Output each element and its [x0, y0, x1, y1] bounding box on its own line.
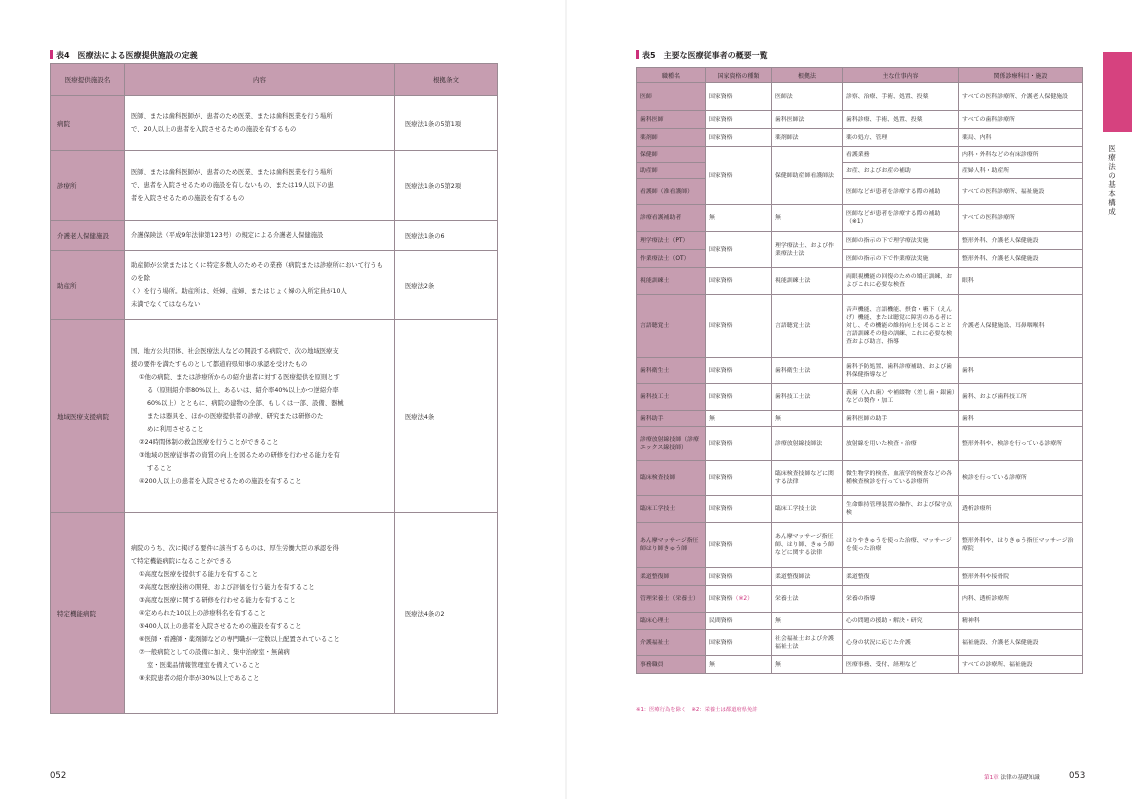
- main-work: 音声機能、言語機能、摂食・嚥下（えんげ）機能、または聴覚に障害のある者に対し、その機能の維持向上を図ることと言語訓練その他の訓練、これに必要な検査および助言、指導: [843, 295, 959, 358]
- right-page: [566, 0, 1132, 799]
- job-name: 臨床心理士: [637, 613, 706, 630]
- table-footnote: ※1：医療行為を除く ※2：栄養士は都道府県免許: [636, 707, 758, 713]
- qualification: 無: [706, 205, 772, 232]
- content-line: で、患者を入院させるための施設を有しないもの、または19人以下の患: [131, 182, 334, 189]
- department: すべての歯科診療所: [959, 111, 1083, 129]
- table-4: [50, 63, 498, 714]
- requirement-item: ⑧来院患者の紹介率が30%以上であること: [139, 674, 260, 682]
- requirement-item: めに利用させること: [147, 425, 204, 433]
- table-row: [51, 320, 498, 513]
- table-4-title: 表4 医療法による医療提供施設の定義: [50, 50, 198, 61]
- department: 検診を行っている診療所: [959, 461, 1083, 496]
- table-header-row: [51, 64, 498, 96]
- main-work: お産、およびお産の補助: [843, 163, 959, 179]
- law: 無: [772, 205, 843, 232]
- requirement-item: ③高度な医療に関する研修を行わせる能力を有すること: [139, 596, 296, 604]
- page-number-left: 052: [50, 771, 67, 781]
- content-line: 医師、または歯科医師が、患者のため医業、または歯科医業を行う場所: [131, 113, 333, 120]
- requirement-item: ⑥医師・看護師・薬剤師などの専門職が一定数以上配置されていること: [139, 635, 340, 643]
- qualification: 国家資格: [706, 568, 772, 586]
- law: 臨床検査技師などに関する法律: [772, 461, 843, 496]
- table-row: [637, 129, 1083, 147]
- job-name: 診療看護補助者: [637, 205, 706, 232]
- table-5: [636, 67, 1083, 674]
- requirement-item: ⑦一般病院としての設備に加え、集中治療室・無菌病: [139, 648, 290, 656]
- department: 整形外科や、はりきゅう指圧マッサージ治療院: [959, 523, 1083, 568]
- chapter-title: 法律の基礎知識: [1000, 775, 1040, 781]
- table-row: [637, 586, 1083, 613]
- column-header: 医療提供施設名: [51, 64, 125, 96]
- main-work: 栄養の指導: [843, 586, 959, 613]
- main-work: 義歯（入れ歯）や補綴物（差し歯・銀歯）などの製作・加工: [843, 384, 959, 411]
- qualification: 国家資格: [706, 268, 772, 295]
- qualification: 国家資格: [706, 523, 772, 568]
- content-line: 未満でなくてはならない: [131, 301, 201, 308]
- requirement-item: 室・医薬品情報管理室を備えていること: [147, 661, 261, 669]
- requirement-item: ①高度な医療を提供する能力を有すること: [139, 570, 258, 578]
- law: 診療放射線技師法: [772, 427, 843, 461]
- content-line: 者を入院させるための施設を有するもの: [131, 195, 245, 202]
- chapter-label: 第1章: [984, 775, 999, 781]
- table-row: [637, 179, 1083, 205]
- table-row: [51, 251, 498, 320]
- main-work: 歯科医師の助手: [843, 411, 959, 427]
- department: 整形外科や接骨院: [959, 568, 1083, 586]
- law: 歯科技工士法: [772, 384, 843, 411]
- qualification-text: 国家資格: [709, 596, 733, 602]
- qualification: 国家資格: [706, 496, 772, 523]
- job-name: 管理栄養士（栄養士）: [637, 586, 706, 613]
- table-row: [637, 295, 1083, 358]
- content-line: 助産師が公衆またはとくに特定多数人のためその業務（病院または診療所において行うものを除: [131, 262, 383, 282]
- facility-name: 助産所: [51, 251, 125, 320]
- qualification: 国家資格: [706, 147, 772, 205]
- job-name: 事務職員: [637, 656, 706, 674]
- main-work: 微生物学的検査、血液学的検査などの各種検査検診を行っている診療所: [843, 461, 959, 496]
- job-name: 看護師（准看護師）: [637, 179, 706, 205]
- table-row: [637, 232, 1083, 250]
- facility-content: [125, 151, 395, 221]
- facility-name: 診療所: [51, 151, 125, 221]
- table-row: [637, 630, 1083, 656]
- legal-basis: 医療法1条の5第2項: [395, 151, 498, 221]
- qualification: 無: [706, 656, 772, 674]
- department: 介護老人保健施設、耳鼻咽喉科: [959, 295, 1083, 358]
- qualification: 無: [706, 411, 772, 427]
- job-name: 診療放射線技師（診療エックス線技師）: [637, 427, 706, 461]
- job-name: 臨床工学技士: [637, 496, 706, 523]
- requirement-item: ④定められた10以上の診療科名を有すること: [139, 609, 267, 617]
- table-row: [637, 205, 1083, 232]
- law: 保健師助産師看護師法: [772, 147, 843, 205]
- table-row: [51, 151, 498, 221]
- facility-content: [125, 251, 395, 320]
- department: 整形外科、介護老人保健施設: [959, 250, 1083, 268]
- department: 内科、透析診療所: [959, 586, 1083, 613]
- table-row: [637, 427, 1083, 461]
- qualification: 国家資格: [706, 384, 772, 411]
- column-header: 職種名: [637, 68, 706, 83]
- table-row: [51, 96, 498, 151]
- table-row: [637, 384, 1083, 411]
- department: 歯科: [959, 358, 1083, 384]
- content-line: 援の要件を満たすものとして都道府県知事の承認を受けたもの: [131, 360, 308, 368]
- job-name: 柔道整復師: [637, 568, 706, 586]
- job-name: 理学療法士（PT）: [637, 232, 706, 250]
- qualification: 国家資格: [706, 630, 772, 656]
- law: 臨床工学技士法: [772, 496, 843, 523]
- table-row: [637, 656, 1083, 674]
- content-line: で、20人以上の患者を入院させるための施設を有するもの: [131, 126, 297, 133]
- qualification: 国家資格: [706, 295, 772, 358]
- table-row: [637, 147, 1083, 163]
- requirement-item: すること: [147, 464, 173, 472]
- facility-name: 病院: [51, 96, 125, 151]
- facility-name: 介護老人保健施設: [51, 221, 125, 251]
- job-name: 歯科衛生士: [637, 358, 706, 384]
- law: 無: [772, 411, 843, 427]
- qualification: 国家資格: [706, 83, 772, 111]
- main-work: 柔道整復: [843, 568, 959, 586]
- legal-basis: 医療法4条の2: [395, 513, 498, 714]
- table-row: [637, 568, 1083, 586]
- column-header: 根拠法: [772, 68, 843, 83]
- facility-content: [125, 320, 395, 513]
- main-work: 医師の指示の下で作業療法実施: [843, 250, 959, 268]
- department: 精神科: [959, 613, 1083, 630]
- legal-basis: 医療法1条の6: [395, 221, 498, 251]
- content-line: く）を行う場所。助産所は、妊婦、産婦、またはじょく婦の入所定員が10人: [131, 288, 347, 295]
- chapter-footer: [984, 773, 1040, 781]
- department: すべての医科診療所: [959, 205, 1083, 232]
- facility-content: [125, 96, 395, 151]
- law: 薬剤師法: [772, 129, 843, 147]
- law: 歯科衛生士法: [772, 358, 843, 384]
- department: 薬局、内科: [959, 129, 1083, 147]
- chapter-side-tab: [1103, 52, 1132, 132]
- main-work: 薬の処方、管理: [843, 129, 959, 147]
- requirement-item: ③地域の医療従事者の資質の向上を図るための研修を行わせる能力を有: [139, 451, 340, 459]
- job-name: 介護福祉士: [637, 630, 706, 656]
- job-name: 薬剤師: [637, 129, 706, 147]
- department: 透析診療所: [959, 496, 1083, 523]
- department: すべての医科診療所、福祉施設: [959, 179, 1083, 205]
- law: 医師法: [772, 83, 843, 111]
- law: 歯科医師法: [772, 111, 843, 129]
- department: 眼科: [959, 268, 1083, 295]
- requirement-item: る（原則紹介率80%以上、あるいは、紹介率40%以上かつ逆紹介率: [147, 386, 339, 394]
- main-work: 診察、治療、手術、処置、投薬: [843, 83, 959, 111]
- job-name: 助産師: [637, 163, 706, 179]
- main-work: 生命維持管理装置の操作、および保守点検: [843, 496, 959, 523]
- table-header-row: [637, 68, 1083, 83]
- main-work: 医師の指示の下で理学療法実施: [843, 232, 959, 250]
- main-work: 心の問題の援助・解決・研究: [843, 613, 959, 630]
- requirement-item: 60%以上）とともに、病院の建物の全部、もしくは一部、設備、器械: [147, 399, 344, 407]
- main-work: 両眼視機能の回復のための矯正訓練、およびこれに必要な検査: [843, 268, 959, 295]
- job-name: 歯科技工士: [637, 384, 706, 411]
- table-row: [637, 111, 1083, 129]
- main-work: 心身の状況に応じた介護: [843, 630, 959, 656]
- requirement-item: ④200人以上の患者を入院させるための施設を有すること: [139, 477, 302, 485]
- law: 言語聴覚士法: [772, 295, 843, 358]
- department: 産婦人科・助産所: [959, 163, 1083, 179]
- facility-name: 地域医療支援病院: [51, 320, 125, 513]
- table-5-title: 表5 主要な医療従事者の概要一覧: [636, 50, 768, 61]
- column-header: 内容: [125, 64, 395, 96]
- content-line: て特定機能病院になることができる: [131, 557, 232, 565]
- table-row: [637, 411, 1083, 427]
- side-section-title: 医療法の基本構成: [1108, 144, 1116, 216]
- job-name: 歯科助手: [637, 411, 706, 427]
- requirement-item: ②24時間体制の救急医療を行うことができること: [139, 438, 279, 446]
- table-row: [637, 461, 1083, 496]
- page-number-right: 053: [1069, 771, 1086, 781]
- table-row: [51, 513, 498, 714]
- requirement-item: または器具を、ほかの医療提供者の診療、研究または研修のた: [147, 412, 324, 420]
- column-header: 関係診療科目・施設: [959, 68, 1083, 83]
- table-row: [637, 496, 1083, 523]
- department: 歯科: [959, 411, 1083, 427]
- qualification-note: （※2）: [732, 596, 754, 602]
- legal-basis: 医療法1条の5第1項: [395, 96, 498, 151]
- job-name: 臨床検査技師: [637, 461, 706, 496]
- main-work: はりやきゅうを使った治療、マッサージを使った治療: [843, 523, 959, 568]
- table-row: [637, 268, 1083, 295]
- table-row: [637, 163, 1083, 179]
- department: 整形外科、介護老人保健施設: [959, 232, 1083, 250]
- job-name: あん摩マッサージ指圧師はり師きゅう師: [637, 523, 706, 568]
- main-work: 看護業務: [843, 147, 959, 163]
- job-name: 歯科医師: [637, 111, 706, 129]
- law: 無: [772, 613, 843, 630]
- facility-content: [125, 221, 395, 251]
- law: 無: [772, 656, 843, 674]
- main-work: 医療事務、受付、経理など: [843, 656, 959, 674]
- content-line: 医師、または歯科医師が、患者のため医業、または歯科医業を行う場所: [131, 169, 333, 176]
- content-line: 国、地方公共団体、社会医療法人などの開設する病院で、次の地域医療支: [131, 347, 339, 355]
- law: 柔道整復師法: [772, 568, 843, 586]
- qualification: 民間資格: [706, 613, 772, 630]
- facility-content: [125, 513, 395, 714]
- job-name: 保健師: [637, 147, 706, 163]
- department: 歯科、および歯科技工所: [959, 384, 1083, 411]
- requirement-item: ⑤400人以上の患者を入院させるための施設を有すること: [139, 622, 302, 630]
- main-work: 医師などが患者を診療する際の補助（※1）: [843, 205, 959, 232]
- job-name: 医師: [637, 83, 706, 111]
- law: 栄養士法: [772, 586, 843, 613]
- requirement-item: ①他の病院、または診療所からの紹介患者に対する医療提供を原則とす: [139, 373, 340, 381]
- legal-basis: 医療法2条: [395, 251, 498, 320]
- main-work: 放射線を用いた検査・治療: [843, 427, 959, 461]
- job-name: 言語聴覚士: [637, 295, 706, 358]
- main-work: 医師などが患者を診療する際の補助: [843, 179, 959, 205]
- legal-basis: 医療法4条: [395, 320, 498, 513]
- department: 整形外科や、検診を行っている診療所: [959, 427, 1083, 461]
- department: すべての医科診療所、介護老人保健施設: [959, 83, 1083, 111]
- qualification: 国家資格: [706, 461, 772, 496]
- law: 視能訓練士法: [772, 268, 843, 295]
- column-header: 根拠条文: [395, 64, 498, 96]
- table-row: [637, 358, 1083, 384]
- job-name: 作業療法士（OT）: [637, 250, 706, 268]
- column-header: 国家資格の種類: [706, 68, 772, 83]
- content-line: 病院のうち、次に掲げる要件に該当するものは、厚生労働大臣の承認を得: [131, 544, 339, 552]
- department: 内科・外科などの有床診療所: [959, 147, 1083, 163]
- facility-name: 特定機能病院: [51, 513, 125, 714]
- table-row: [637, 613, 1083, 630]
- qualification: 国家資格: [706, 111, 772, 129]
- main-work: 歯科予防処置、歯科診療補助、および歯科保健指導など: [843, 358, 959, 384]
- table-row: [637, 83, 1083, 111]
- law: 社会福祉士および介護福祉士法: [772, 630, 843, 656]
- law: あん摩マッサージ指圧師、はり師、きゅう師などに関する法律: [772, 523, 843, 568]
- department: すべての診療所、福祉施設: [959, 656, 1083, 674]
- table-row: [637, 523, 1083, 568]
- qualification: 国家資格: [706, 427, 772, 461]
- job-name: 視能訓練士: [637, 268, 706, 295]
- qualification: [706, 586, 772, 613]
- main-work: 歯科診療、手術、処置、投薬: [843, 111, 959, 129]
- table-row: [637, 250, 1083, 268]
- qualification: 国家資格: [706, 232, 772, 268]
- column-header: 主な仕事内容: [843, 68, 959, 83]
- table-row: [51, 221, 498, 251]
- qualification: 国家資格: [706, 358, 772, 384]
- law: 理学療法士、および作業療法士法: [772, 232, 843, 268]
- qualification: 国家資格: [706, 129, 772, 147]
- requirement-item: ②高度な医療技術の開発、および評価を行う能力を有すること: [139, 583, 315, 591]
- department: 福祉施設、介護老人保健施設: [959, 630, 1083, 656]
- content-line: 介護保険法（平成9年法律第123号）の規定による介護老人保健施設: [131, 232, 324, 239]
